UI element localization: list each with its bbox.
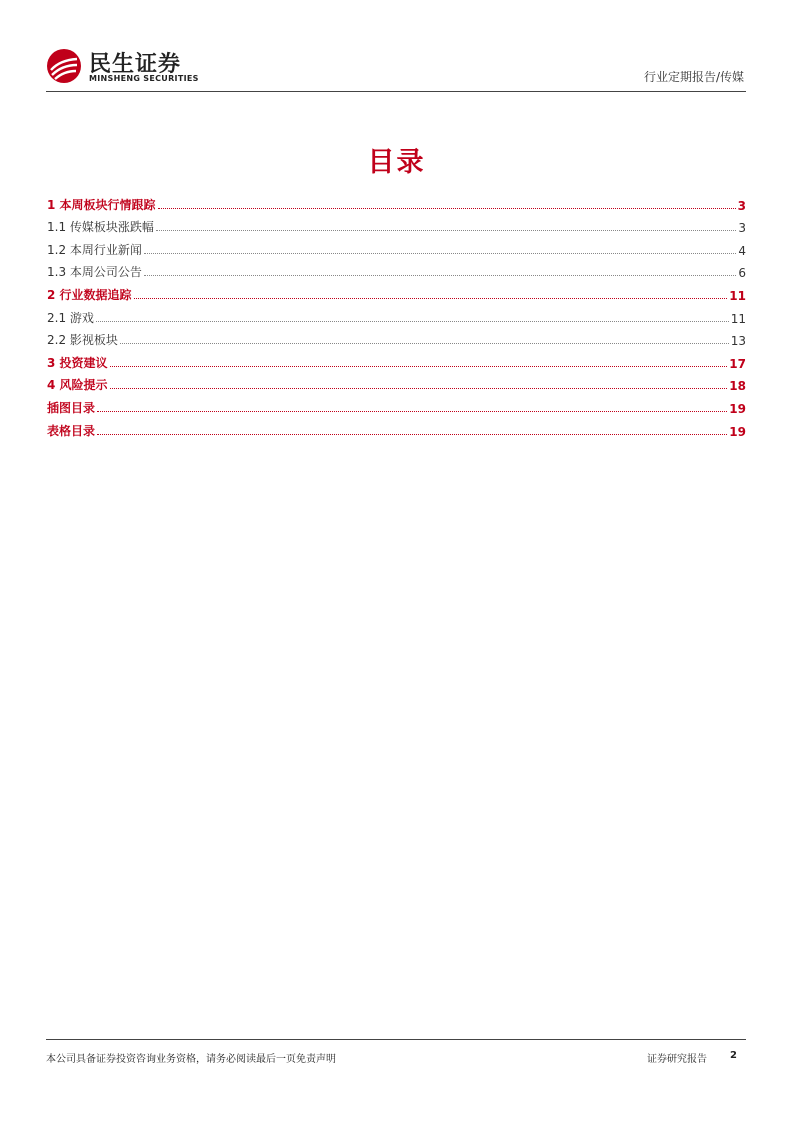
table-of-contents: [47, 190, 746, 439]
toc-entry-label: 1.2 本周行业新闻: [47, 242, 142, 257]
toc-entry[interactable]: [47, 348, 746, 371]
toc-entry[interactable]: [47, 258, 746, 281]
toc-entry-label: 3 投资建议: [47, 355, 108, 370]
page-header: [46, 40, 746, 92]
toc-entry[interactable]: [47, 393, 746, 416]
toc-entry[interactable]: [47, 213, 746, 236]
page-number: 2: [730, 1050, 737, 1061]
toc-entry[interactable]: [47, 190, 746, 213]
toc-entry-label: 2.1 游戏: [47, 310, 94, 325]
footer-disclaimer: 本公司具备证券投资咨询业务资格，请务必阅读最后一页免责声明: [46, 1054, 336, 1065]
toc-leader-dots: [134, 297, 728, 299]
toc-entry[interactable]: [47, 416, 746, 439]
minsheng-logo-icon: [46, 48, 82, 84]
toc-entry-page: 3: [737, 198, 746, 213]
brand-name-en: MINSHENG SECURITIES: [89, 74, 199, 83]
toc-leader-dots: [97, 410, 727, 412]
toc-title: 目录: [367, 147, 426, 178]
toc-entry-label: 1 本周板块行情跟踪: [47, 197, 156, 212]
header-divider: [46, 91, 746, 92]
toc-entry-page: 6: [738, 266, 746, 281]
toc-leader-dots: [97, 433, 727, 435]
toc-entry-page: 17: [729, 356, 746, 371]
toc-leader-dots: [110, 387, 728, 389]
toc-entry-page: 19: [729, 401, 746, 416]
toc-entry[interactable]: [47, 303, 746, 326]
toc-entry-label: 4 风险提示: [47, 378, 108, 393]
toc-entry-label: 插图目录: [47, 400, 96, 415]
toc-entry-label: 2 行业数据追踪: [47, 287, 132, 302]
toc-entry[interactable]: [47, 280, 746, 303]
toc-leader-dots: [96, 320, 729, 322]
toc-entry[interactable]: [47, 326, 746, 349]
toc-entry[interactable]: [47, 371, 746, 394]
toc-entry-page: 19: [729, 424, 746, 439]
toc-leader-dots: [156, 229, 736, 231]
toc-leader-dots: [120, 342, 729, 344]
toc-entry-page: 3: [738, 221, 746, 236]
footer-divider: [46, 1039, 746, 1040]
report-type: 行业定期报告/传媒: [643, 70, 744, 84]
toc-leader-dots: [144, 252, 736, 254]
footer-doc-type: 证券研究报告: [647, 1054, 707, 1065]
toc-leader-dots: [110, 365, 728, 367]
toc-entry-label: 2.2 影视板块: [47, 333, 118, 348]
brand-name-cn: 民生证券: [89, 52, 182, 77]
toc-entry-page: 18: [729, 379, 746, 394]
toc-entry-page: 11: [730, 311, 746, 326]
toc-entry-page: 11: [729, 288, 746, 303]
toc-entry-label: 1.1 传媒板块涨跌幅: [47, 220, 154, 235]
toc-entry[interactable]: [47, 235, 746, 258]
toc-leader-dots: [158, 207, 736, 209]
toc-entry-page: 4: [738, 243, 746, 258]
toc-entry-label: 表格目录: [47, 423, 96, 438]
toc-entry-label: 1.3 本周公司公告: [47, 265, 142, 280]
toc-entry-page: 13: [730, 334, 746, 349]
toc-leader-dots: [144, 274, 736, 276]
